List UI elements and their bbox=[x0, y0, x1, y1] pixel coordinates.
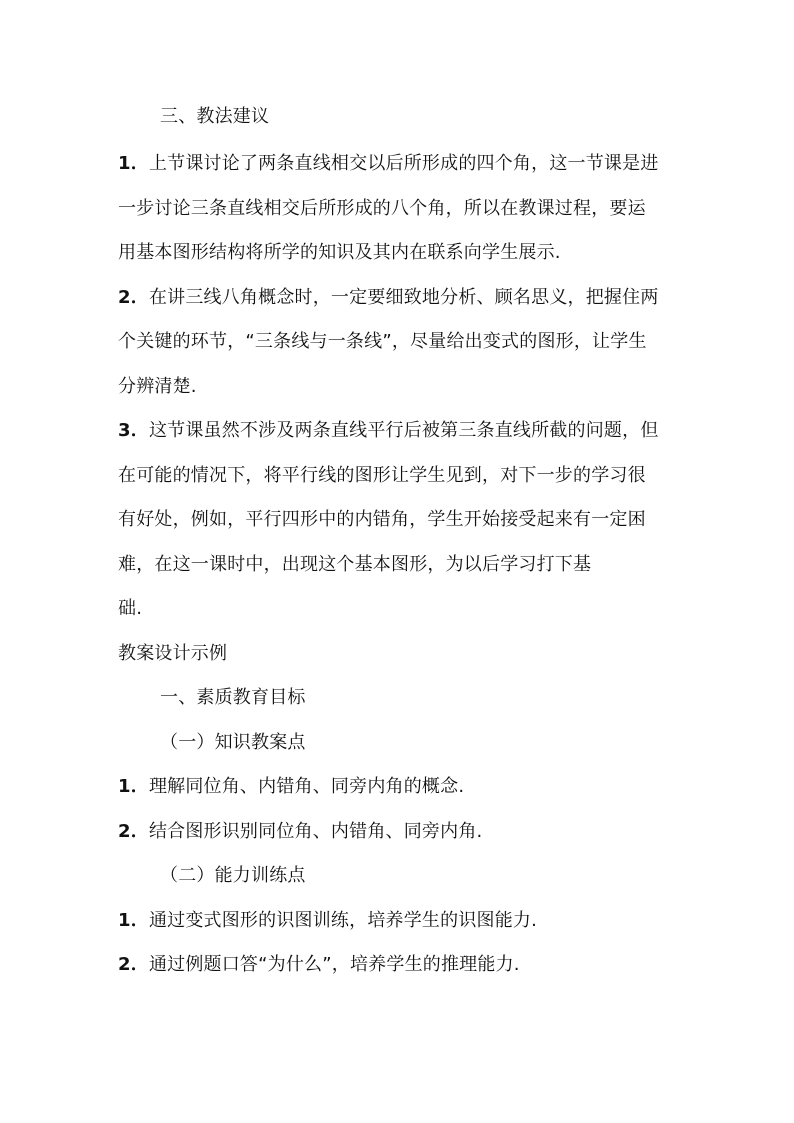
item-text: 理解同位角、内错角、同旁内角的概念. bbox=[148, 776, 465, 797]
item-number: 1． bbox=[118, 153, 149, 174]
item-text: 通过例题口答“为什么”，培养学生的推理能力. bbox=[148, 954, 520, 975]
item-number: 1． bbox=[118, 910, 149, 931]
paragraph-line: 难，在这一课时中，出现这个基本图形，为以后学习打下基 bbox=[118, 554, 592, 575]
item-number: 2． bbox=[118, 954, 149, 975]
ability-item bbox=[118, 909, 688, 933]
item-number: 1． bbox=[118, 776, 149, 797]
paragraph-line bbox=[118, 152, 688, 176]
ability-heading: （二）能力训练点 bbox=[160, 865, 306, 886]
paragraph-line: 分辨清楚. bbox=[118, 376, 197, 397]
paragraph-line bbox=[118, 286, 688, 310]
knowledge-item bbox=[118, 775, 688, 799]
knowledge-heading: （一）知识教案点 bbox=[160, 732, 306, 753]
paragraph-line: 在可能的情况下，将平行线的图形让学生见到，对下一步的学习很 bbox=[118, 465, 646, 486]
paragraph-line bbox=[118, 419, 688, 443]
paragraph-line: 用基本图形结构将所学的知识及其内在联系向学生展示. bbox=[118, 242, 561, 263]
example-title: 教案设计示例 bbox=[118, 643, 228, 664]
section-heading: 三、教法建议 bbox=[160, 106, 270, 127]
item-text: 结合图形识别同位角、内错角、同旁内角. bbox=[148, 821, 483, 842]
paragraph-line: 个关键的环节，“三条线与一条线”，尽量给出变式的图形，让学生 bbox=[118, 331, 647, 352]
paragraph-line: 一步讨论三条直线相交后所形成的八个角，所以在教课过程，要运 bbox=[118, 198, 646, 219]
item-text: 通过变式图形的识图训练，培养学生的识图能力. bbox=[148, 910, 538, 931]
paragraph-line: 有好处，例如，平行四形中的内错角，学生开始接受起来有一定困 bbox=[118, 509, 646, 530]
item-text: 在讲三线八角概念时，一定要细致地分析、顾名思义，把握住两 bbox=[148, 287, 659, 308]
item-text: 上节课讨论了两条直线相交以后所形成的四个角，这一节课是进 bbox=[148, 153, 659, 174]
item-number: 2． bbox=[118, 821, 149, 842]
goal-heading: 一、素质教育目标 bbox=[160, 687, 306, 708]
item-number: 3． bbox=[118, 420, 149, 441]
item-number: 2． bbox=[118, 287, 149, 308]
item-text: 这节课虽然不涉及两条直线平行后被第三条直线所截的问题，但 bbox=[148, 420, 659, 441]
ability-item bbox=[118, 953, 688, 977]
paragraph-line: 础. bbox=[118, 598, 143, 619]
knowledge-item bbox=[118, 820, 688, 844]
